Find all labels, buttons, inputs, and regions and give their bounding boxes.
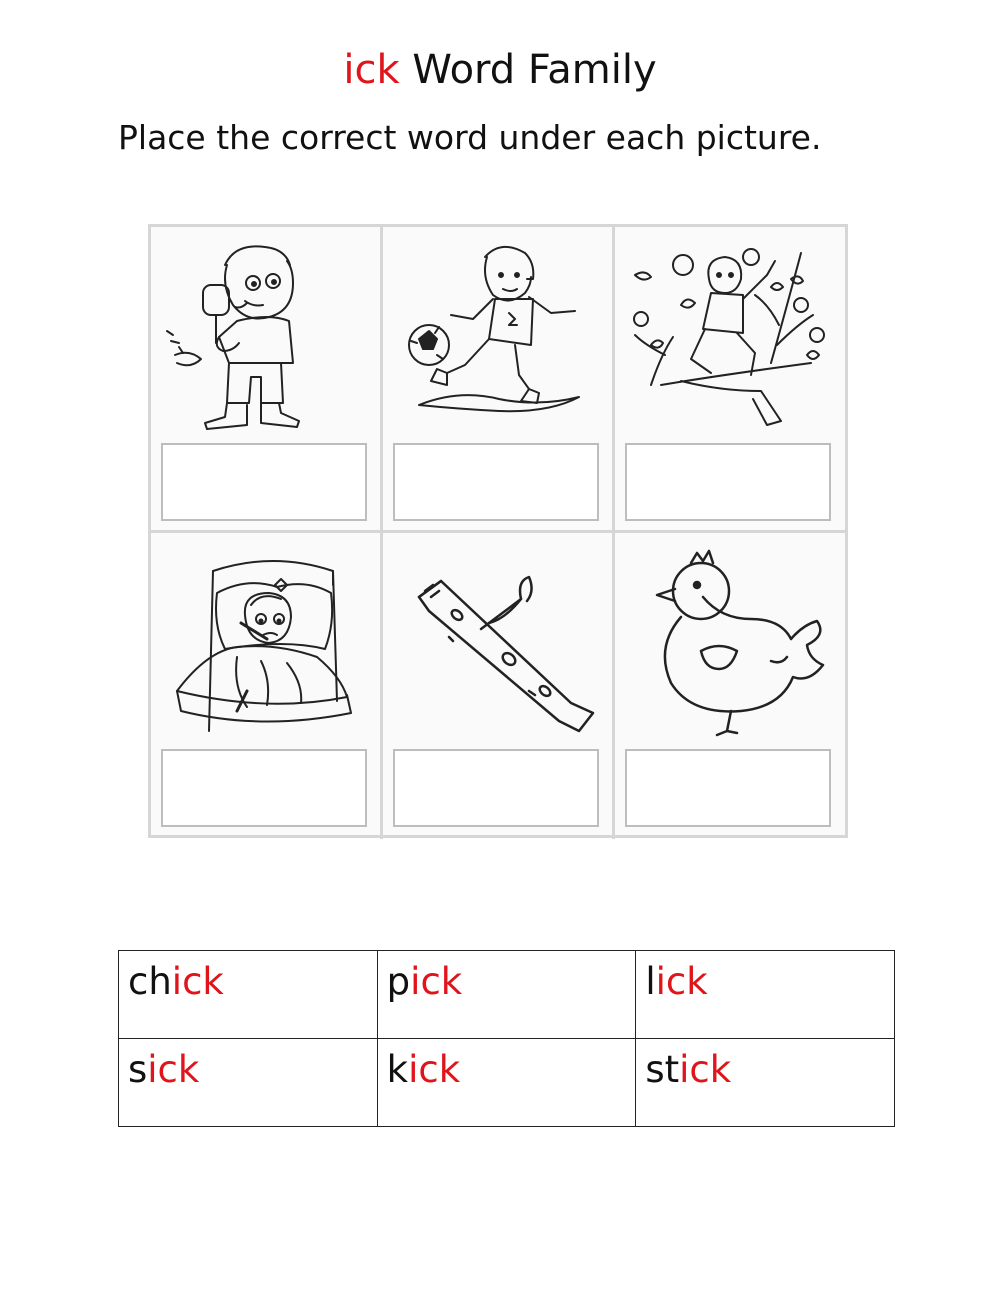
boy-licking-popsicle-icon bbox=[157, 235, 373, 435]
answer-box-1[interactable] bbox=[161, 443, 367, 521]
stick-icon bbox=[389, 541, 605, 741]
picture-grid bbox=[148, 224, 848, 838]
child-picking-apples-icon bbox=[621, 235, 837, 435]
word-lick[interactable]: lick bbox=[636, 951, 895, 1039]
picture-cell-1 bbox=[151, 227, 383, 533]
picture-cell-3 bbox=[615, 227, 847, 533]
answer-box-5[interactable] bbox=[393, 749, 599, 827]
word-sick[interactable]: sick bbox=[119, 1039, 378, 1127]
title-highlight: ick bbox=[343, 47, 400, 93]
sick-child-in-bed-icon bbox=[157, 541, 373, 741]
picture-cell-2 bbox=[383, 227, 615, 533]
answer-box-3[interactable] bbox=[625, 443, 831, 521]
picture-cell-4 bbox=[151, 533, 383, 839]
page-title bbox=[0, 40, 1000, 100]
word-stick[interactable]: stick bbox=[636, 1039, 895, 1127]
answer-box-6[interactable] bbox=[625, 749, 831, 827]
instruction: Place the correct word under each picture. bbox=[118, 118, 822, 157]
answer-box-2[interactable] bbox=[393, 443, 599, 521]
answer-box-4[interactable] bbox=[161, 749, 367, 827]
picture-cell-6 bbox=[615, 533, 847, 839]
word-bank-row-2 bbox=[119, 1039, 895, 1127]
word-bank-row-1 bbox=[119, 951, 895, 1039]
chick-icon bbox=[621, 541, 837, 741]
boy-kicking-ball-icon bbox=[389, 235, 605, 435]
word-pick[interactable]: pick bbox=[377, 951, 636, 1039]
title-rest: Word Family bbox=[399, 47, 657, 93]
word-bank bbox=[118, 950, 895, 1127]
picture-cell-5 bbox=[383, 533, 615, 839]
word-chick[interactable]: chick bbox=[119, 951, 378, 1039]
word-kick[interactable]: kick bbox=[377, 1039, 636, 1127]
